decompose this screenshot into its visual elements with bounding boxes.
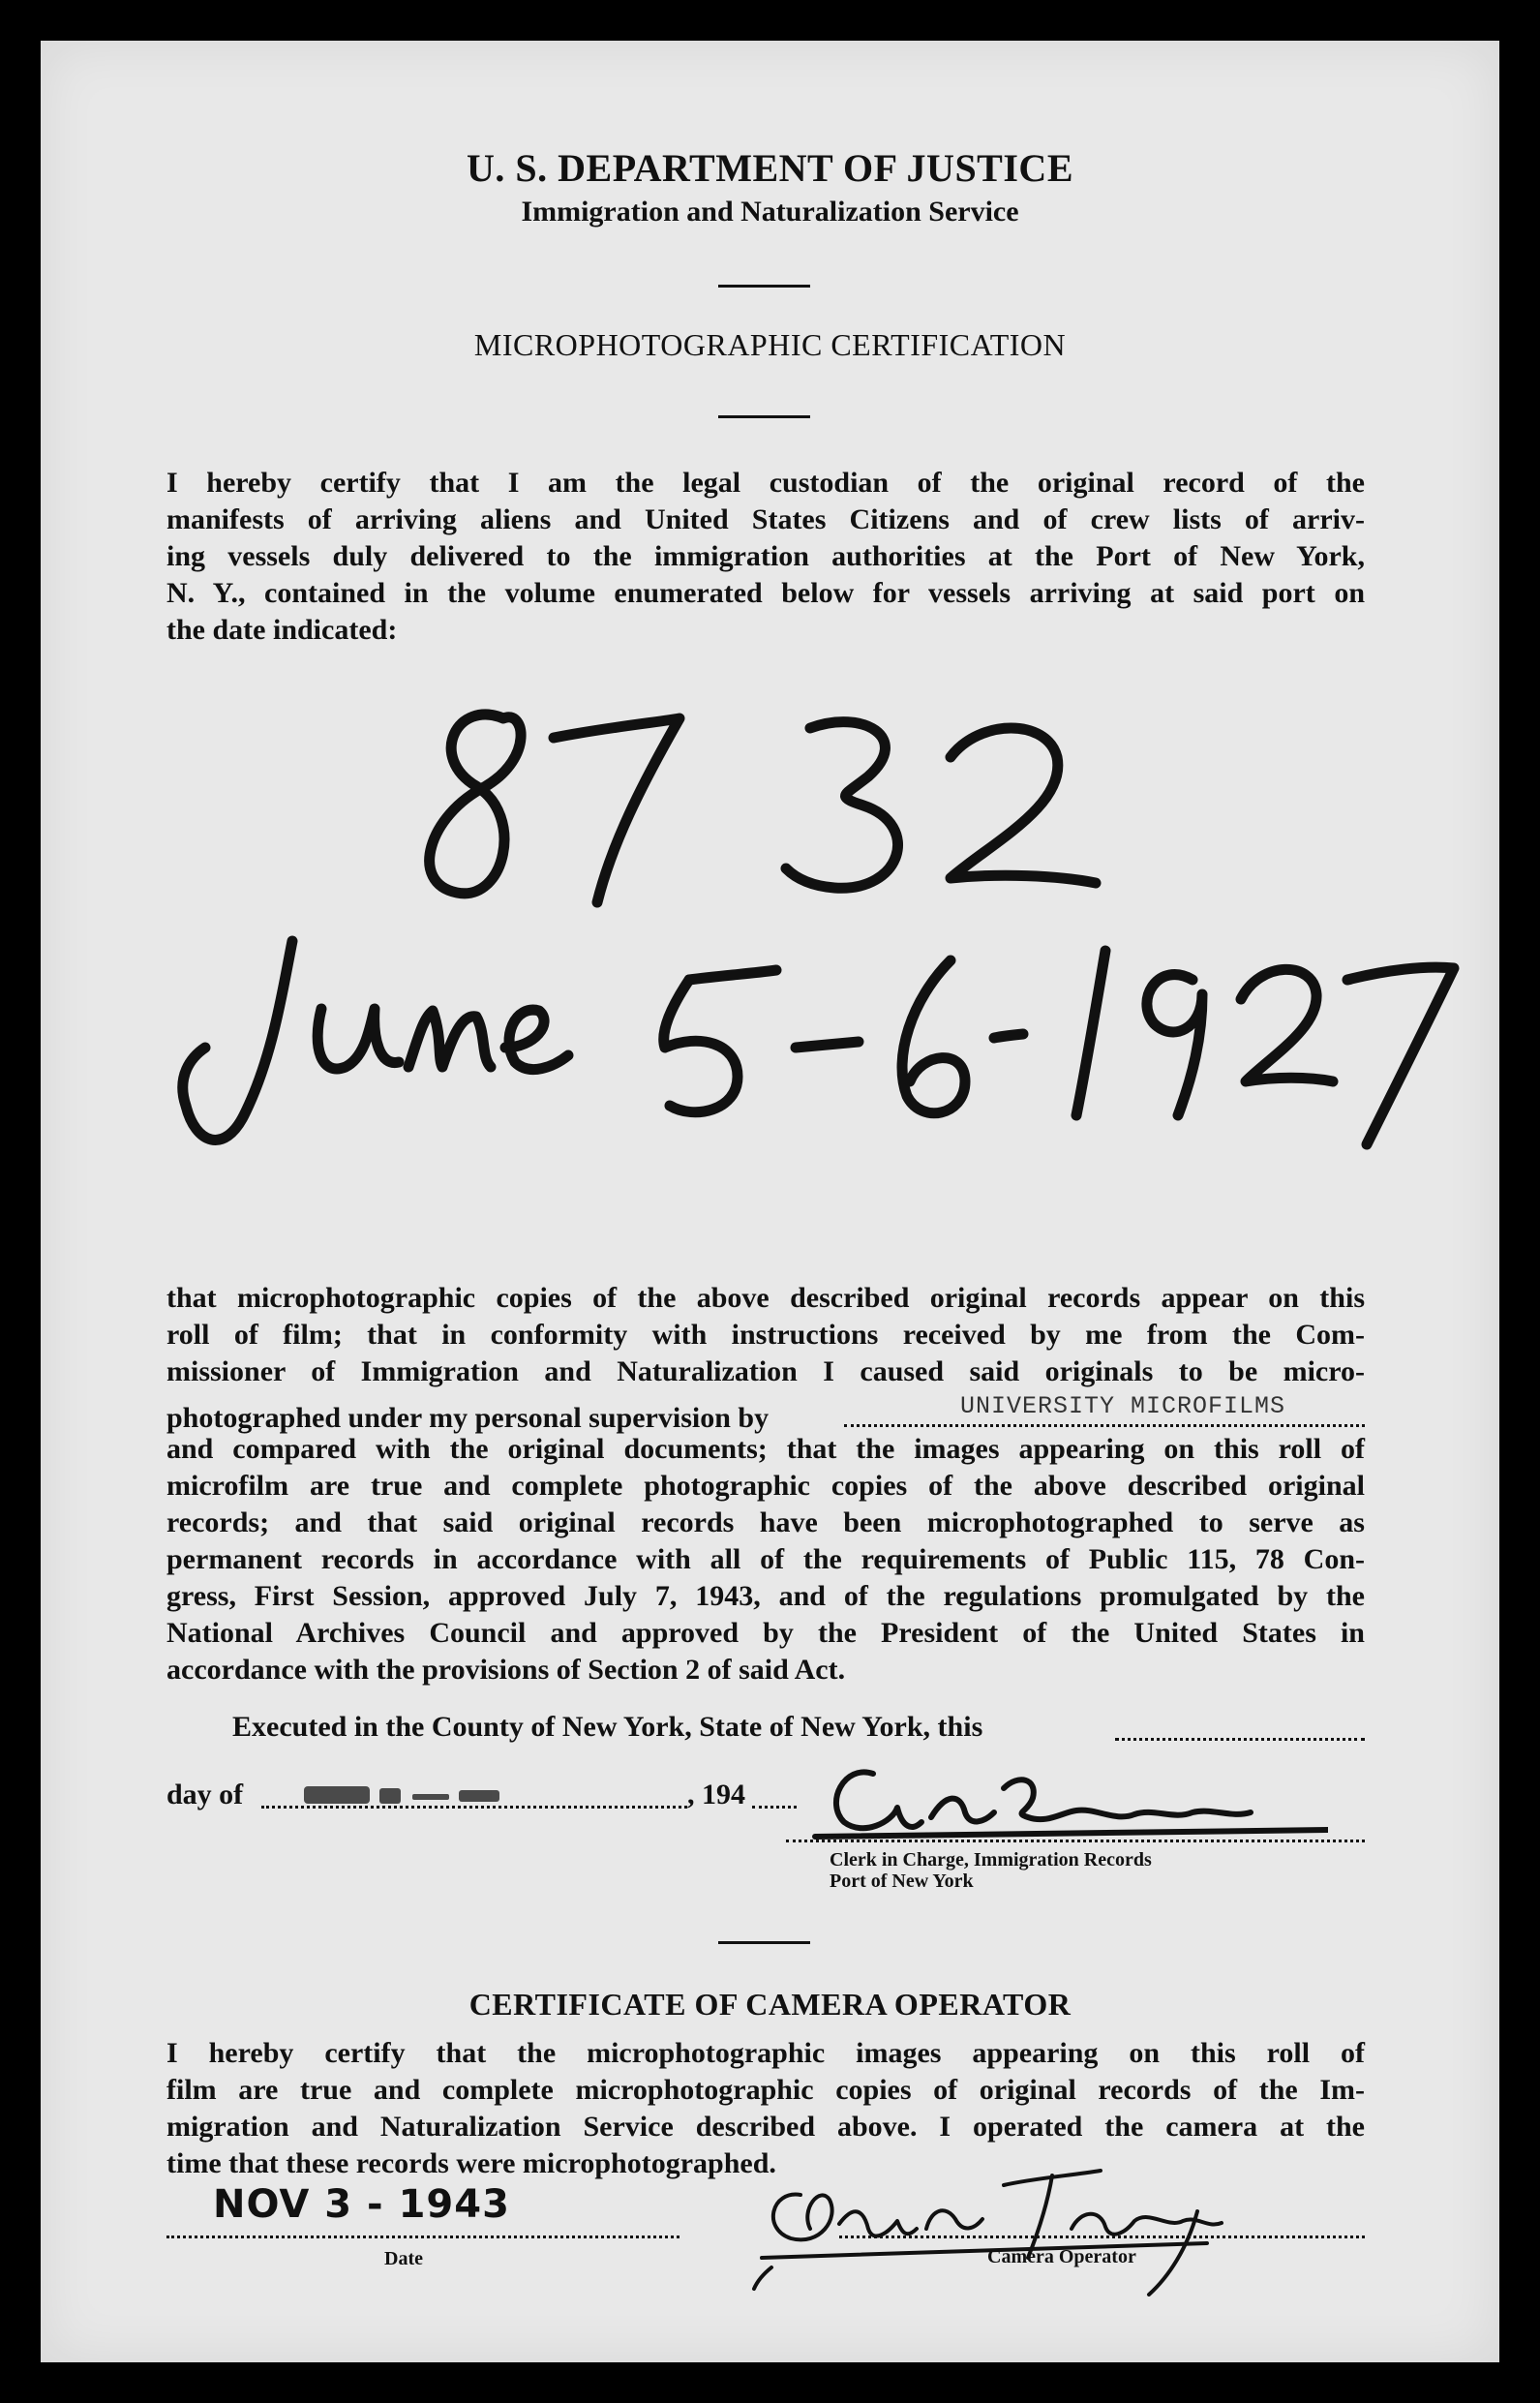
text-line: and compared with the original documents; that the images appearing on this roll of	[166, 1433, 1365, 1465]
text-line: I hereby certify that I am the legal custodian of the original record of the	[166, 467, 1365, 499]
clerk-title: Clerk in Charge, Immigration Records	[830, 1849, 1152, 1871]
typed-company-name: UNIVERSITY MICROFILMS	[960, 1392, 1286, 1420]
text-line: that microphotographic copies of the above described original records appear on this	[166, 1282, 1365, 1314]
service-subtitle: Immigration and Naturalization Service	[521, 196, 1019, 228]
text-line: manifests of arriving aliens and United States Citizens and of crew lists of arriv-	[166, 503, 1365, 535]
document-page	[41, 41, 1499, 2362]
divider	[718, 285, 810, 288]
year-prefix: , 194	[687, 1779, 745, 1810]
clerk-signature	[786, 1754, 1328, 1861]
text-line: accordance with the provisions of Section 2 of said Act.	[166, 1654, 846, 1686]
text-line: I hereby certify that the microphotographic images appearing on this roll of	[166, 2037, 1365, 2069]
clerk-port: Port of New York	[830, 1871, 974, 1892]
date-dotted-line	[166, 2236, 679, 2238]
executed-dotted-line	[1115, 1738, 1365, 1741]
body-paragraph-continued	[166, 1431, 1365, 1688]
text-line: microfilm are true and complete photographic copies of the above described original	[166, 1470, 1365, 1502]
text-line: N. Y., contained in the volume enumerated below for vessels arriving at said port on	[166, 577, 1365, 609]
executed-line: Executed in the County of New York, State of New York, this	[232, 1711, 983, 1743]
day-of-label: day of	[166, 1779, 244, 1810]
text-line: photographed under my personal supervision by	[166, 1402, 770, 1434]
smudged-date-stamp	[304, 1779, 594, 1808]
text-line: gress, First Session, approved July 7, 1943, and of the regulations promulgated by the	[166, 1580, 1365, 1612]
date-label: Date	[384, 2248, 423, 2269]
text-line: time that these records were microphotographed.	[166, 2147, 776, 2179]
date-stamp: NOV 3 - 1943	[213, 2182, 510, 2227]
text-line: the date indicated:	[166, 614, 398, 646]
text-line: ing vessels duly delivered to the immigration authorities at the Port of New York,	[166, 540, 1365, 572]
operator-label: Camera Operator	[987, 2246, 1136, 2267]
text-line: records; and that said original records have been microphotographed to serve as	[166, 1506, 1365, 1538]
text-line: roll of film; that in conformity with instructions received by me from the Com-	[166, 1319, 1365, 1351]
text-line: film are true and complete microphotographic copies of original records of the Im-	[166, 2074, 1365, 2106]
camera-certificate-heading: CERTIFICATE OF CAMERA OPERATOR	[468, 1987, 1072, 2022]
department-title: U. S. DEPARTMENT OF JUSTICE	[467, 146, 1073, 190]
clerk-signature-line	[786, 1840, 1365, 1842]
operator-signature-line	[839, 2236, 1365, 2238]
supervisor-dotted-line	[844, 1424, 1365, 1427]
intro-paragraph	[166, 465, 1365, 649]
operator-signature	[742, 2151, 1284, 2297]
text-line: missioner of Immigration and Naturalization I caused said originals to be micro-	[166, 1355, 1365, 1387]
text-line: National Archives Council and approved by the President of the United States in	[166, 1617, 1365, 1649]
text-line: migration and Naturalization Service described above. I operated the camera at the	[166, 2111, 1365, 2143]
text-line: permanent records in accordance with all of the requirements of Public 115, 78 Con-	[166, 1543, 1365, 1575]
divider	[718, 1941, 810, 1944]
handwritten-entry	[99, 651, 1473, 1193]
certification-heading: MICROPHOTOGRAPHIC CERTIFICATION	[473, 327, 1067, 362]
divider	[718, 415, 810, 418]
